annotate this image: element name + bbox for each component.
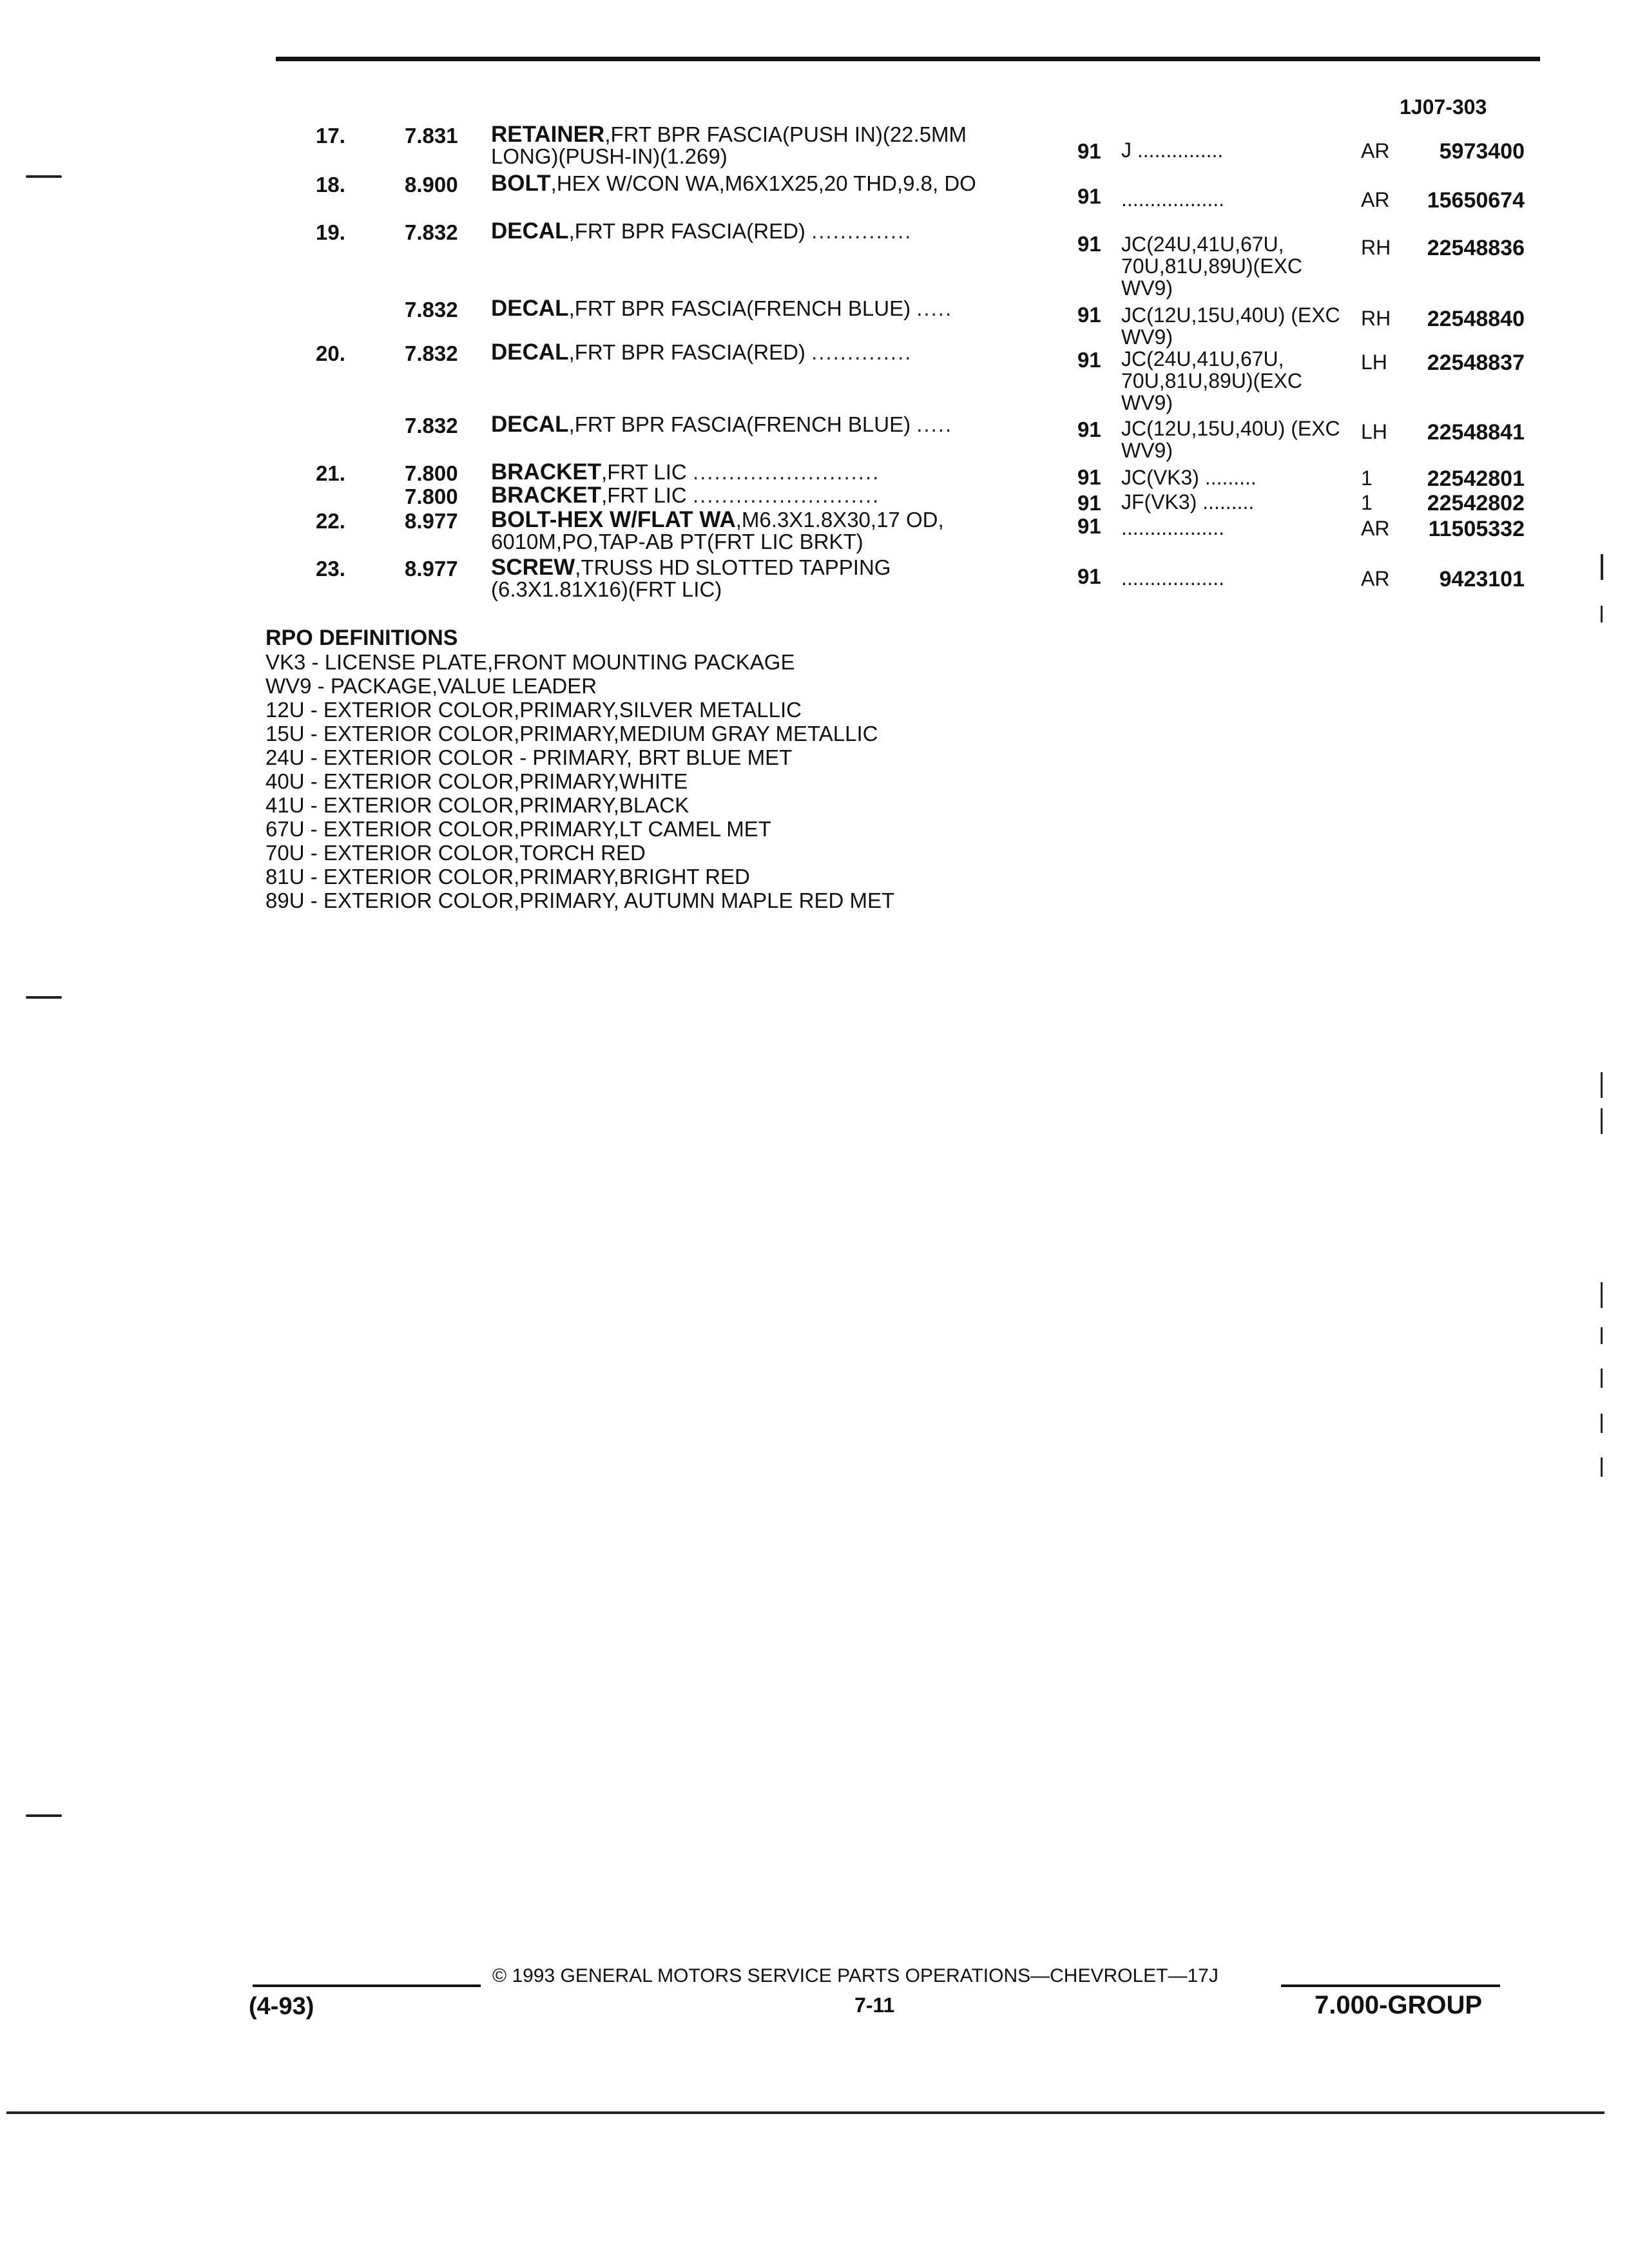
item-number: 21. [316, 461, 345, 485]
part-number: 11505332 [1428, 517, 1525, 541]
quantity: 1 [1361, 466, 1373, 490]
footer-rule-left [253, 1984, 481, 1987]
application: JC(24U,41U,67U, 70U,81U,89U)(EXC WV9) [1121, 347, 1302, 414]
part-detail: ,TRUSS HD SLOTTED TAPPING (6.3X1.81X16)(FRT LIC) [491, 555, 891, 601]
part-description [491, 173, 1026, 195]
part-detail: ,FRT BPR FASCIA(PUSH IN)(22.5MM LONG)(PUSH-IN)(1.269) [491, 122, 967, 168]
rpo-item: 24U - EXTERIOR COLOR - PRIMARY, BRT BLUE MET [265, 745, 793, 769]
part-name: BOLT-HEX W/FLAT WA [491, 507, 736, 532]
rpo-heading: RPO DEFINITIONS [265, 626, 458, 650]
part-detail: ,FRT BPR FASCIA(FRENCH BLUE) [568, 412, 911, 436]
scan-mark [1601, 1369, 1603, 1388]
quantity: RH [1361, 307, 1391, 330]
part-description [491, 124, 1026, 168]
part-number: 22548837 [1427, 351, 1525, 375]
part-detail: ,FRT BPR FASCIA(FRENCH BLUE) [568, 296, 911, 320]
part-number: 22548840 [1427, 307, 1525, 331]
rpo-item: WV9 - PACKAGE,VALUE LEADER [265, 674, 597, 698]
group-number: 7.831 [405, 124, 458, 148]
part-number: 22548841 [1427, 420, 1525, 445]
application: .................. [1121, 516, 1225, 539]
leader-dots: ..... [916, 412, 953, 436]
scan-mark [1601, 1072, 1603, 1098]
item-number: 17. [316, 124, 345, 148]
rpo-item: 12U - EXTERIOR COLOR,PRIMARY,SILVER METALLIC [265, 698, 802, 722]
part-description [491, 220, 1026, 242]
part-description [491, 509, 1026, 553]
rpo-item: 41U - EXTERIOR COLOR,PRIMARY,BLACK [265, 793, 689, 817]
group-number: 7.800 [405, 485, 458, 508]
model-year: 91 [1077, 564, 1101, 588]
top-rule [276, 57, 1540, 61]
application: .................. [1121, 187, 1225, 211]
part-description [491, 557, 1026, 601]
group-number: 8.977 [405, 557, 458, 581]
quantity: AR [1361, 517, 1390, 540]
part-number: 9423101 [1439, 567, 1525, 591]
part-detail: ,FRT BPR FASCIA(RED) [568, 219, 805, 243]
part-name: DECAL [491, 412, 569, 437]
scan-mark [26, 1814, 62, 1817]
leader-dots: .............. [811, 340, 912, 364]
quantity: LH [1361, 420, 1387, 443]
part-description [491, 298, 1026, 320]
rpo-item: 67U - EXTERIOR COLOR,PRIMARY,LT CAMEL MET [265, 817, 771, 841]
scan-mark [26, 996, 62, 999]
part-name: BRACKET [491, 483, 602, 508]
footer-date: (4-93) [249, 1993, 314, 2020]
item-number: 18. [316, 173, 345, 197]
application: JF(VK3) ......... [1121, 490, 1255, 514]
quantity: RH [1361, 236, 1391, 259]
application: JC(12U,15U,40U) (EXC WV9) [1121, 417, 1340, 462]
group-number: 8.900 [405, 173, 458, 197]
application: J ............... [1121, 139, 1224, 162]
application: JC(VK3) ......... [1121, 466, 1257, 489]
part-number: 22542801 [1427, 466, 1525, 491]
footer-rule-right [1281, 1984, 1500, 1987]
model-year: 91 [1077, 348, 1101, 372]
model-year: 91 [1077, 491, 1101, 515]
rpo-item: VK3 - LICENSE PLATE,FRONT MOUNTING PACKAGE [265, 650, 795, 674]
bottom-rule [6, 2111, 1605, 2114]
part-number: 22548836 [1427, 236, 1525, 260]
part-number: 22542802 [1427, 491, 1525, 515]
item-number: 22. [316, 509, 345, 533]
part-number: 5973400 [1439, 139, 1525, 164]
model-year: 91 [1077, 184, 1101, 208]
part-number: 15650674 [1427, 188, 1525, 213]
document-code: 1J07-303 [1400, 95, 1487, 119]
item-number: 20. [316, 341, 345, 365]
part-name: BOLT [491, 171, 551, 196]
quantity: AR [1361, 139, 1390, 162]
model-year: 91 [1077, 465, 1101, 489]
part-name: BRACKET [491, 459, 602, 485]
item-number: 19. [316, 220, 345, 244]
part-name: SCREW [491, 555, 575, 580]
scan-mark [1601, 554, 1603, 580]
scan-mark [1601, 1457, 1603, 1477]
model-year: 91 [1077, 303, 1101, 327]
rpo-item: 70U - EXTERIOR COLOR,TORCH RED [265, 841, 646, 865]
rpo-item: 81U - EXTERIOR COLOR,PRIMARY,BRIGHT RED [265, 865, 750, 889]
scan-mark [1601, 606, 1603, 622]
group-number: 7.800 [405, 461, 458, 485]
model-year: 91 [1077, 232, 1101, 256]
footer-page-number: 7-11 [854, 1994, 895, 2017]
quantity: AR [1361, 567, 1390, 590]
part-detail: ,M6.3X1.8X30,17 OD, 6010M,PO,TAP-AB PT(FRT LIC BRKT) [491, 508, 944, 553]
part-detail: ,FRT LIC [601, 483, 687, 507]
part-description [491, 485, 1026, 506]
quantity: AR [1361, 188, 1390, 211]
scan-mark [1601, 1414, 1603, 1433]
quantity: LH [1361, 351, 1387, 374]
quantity: 1 [1361, 491, 1373, 514]
part-name: DECAL [491, 296, 569, 321]
part-name: DECAL [491, 340, 569, 365]
group-number: 7.832 [405, 341, 458, 365]
application: .................. [1121, 566, 1225, 590]
scan-mark [1601, 1108, 1603, 1134]
part-detail: ,FRT BPR FASCIA(RED) [568, 340, 805, 364]
scan-mark [1601, 1282, 1603, 1308]
part-detail: ,FRT LIC [601, 460, 687, 484]
scan-mark [1601, 1327, 1603, 1344]
model-year: 91 [1077, 418, 1101, 441]
part-description [491, 341, 1026, 363]
part-description [491, 414, 1026, 436]
model-year: 91 [1077, 139, 1101, 163]
leader-dots: .............. [811, 219, 912, 243]
footer-group: 7.000-GROUP [1315, 1991, 1483, 2019]
part-name: DECAL [491, 218, 569, 244]
leader-dots: ..... [916, 296, 953, 320]
rpo-item: 89U - EXTERIOR COLOR,PRIMARY, AUTUMN MAPLE RED MET [265, 889, 895, 912]
rpo-item: 40U - EXTERIOR COLOR,PRIMARY,WHITE [265, 769, 688, 793]
scan-mark [26, 175, 62, 178]
leader-dots: .......................... [692, 460, 880, 484]
application: JC(24U,41U,67U, 70U,81U,89U)(EXC WV9) [1121, 233, 1302, 300]
leader-dots: .......................... [692, 483, 880, 507]
item-number: 23. [316, 557, 345, 581]
rpo-item: 15U - EXTERIOR COLOR,PRIMARY,MEDIUM GRAY METALLIC [265, 722, 878, 745]
application: JC(12U,15U,40U) (EXC WV9) [1121, 303, 1340, 349]
part-description [491, 461, 1026, 483]
group-number: 7.832 [405, 220, 458, 244]
rpo-definitions [265, 626, 894, 912]
group-number: 8.977 [405, 509, 458, 533]
footer-copyright: © 1993 GENERAL MOTORS SERVICE PARTS OPERATIONS—CHEVROLET—17J [492, 1965, 1219, 1986]
part-name: RETAINER [491, 122, 605, 147]
group-number: 7.832 [405, 414, 458, 437]
group-number: 7.832 [405, 298, 458, 322]
model-year: 91 [1077, 514, 1101, 538]
part-detail: ,HEX W/CON WA,M6X1X25,20 THD,9.8, DO [550, 171, 976, 195]
